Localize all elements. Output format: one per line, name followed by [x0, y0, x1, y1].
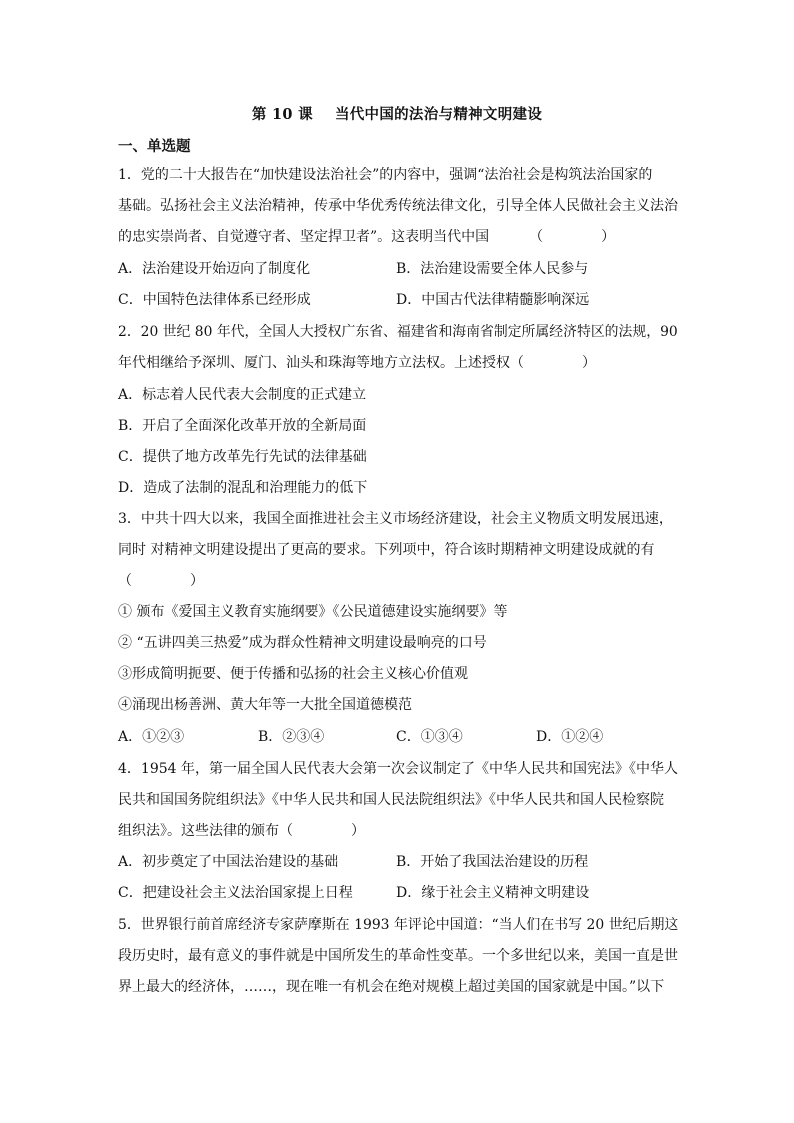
- q5-line-1: 5．世界银行前首席经济专家萨摩斯在 1993 年评论中国道：“当人们在书写 20 世纪后期这: [118, 917, 679, 933]
- q2-stem-end: 年代相继给予深圳、厦门、汕头和珠海等地方立法权。上述授权: [118, 355, 510, 371]
- q4-option-a[interactable]: A．初步奠定了中国法治建设的基础: [118, 854, 339, 870]
- q3-option-d[interactable]: D．①②④: [536, 729, 604, 745]
- q4-option-b[interactable]: B．开始了我国法治建设的历程: [396, 854, 589, 870]
- q1-stem-end: 的忠实崇尚者、自觉遵守者、坚定捍卫者”。这表明当代中国: [118, 229, 490, 245]
- q3-item-2: ② “五讲四美三热爱”成为群众性精神文明建设最响亮的口号: [118, 635, 487, 651]
- q2-answer-blank[interactable]: （ ）: [510, 355, 596, 371]
- q1-line-3: [118, 227, 678, 247]
- q2-line-2: [118, 353, 678, 373]
- q3-answer-blank[interactable]: （ ）: [118, 573, 204, 589]
- q1-line-1: 1．党的二十大报告在“加快建设法治社会”的内容中，强调“法治社会是构筑法治国家的: [118, 167, 653, 183]
- q3-option-c[interactable]: C．①③④: [396, 729, 463, 745]
- q4-answer-blank[interactable]: （ ）: [279, 823, 365, 839]
- q4-option-c[interactable]: C．把建设社会主义法治国家提上日程: [118, 885, 353, 901]
- q2-option-d[interactable]: D．造成了法制的混乱和治理能力的低下: [118, 480, 368, 496]
- q2-option-c[interactable]: C．提供了地方改革先行先试的法律基础: [118, 449, 367, 465]
- q3-line-1: 3．中共十四大以来，我国全面推进社会主义市场经济建设，社会主义物质文明发展迅速，: [118, 511, 673, 527]
- q1-option-b[interactable]: B．法治建设需要全体人民参与: [396, 261, 589, 277]
- q1-answer-blank[interactable]: （ ）: [529, 229, 616, 245]
- q3-option-a[interactable]: A．①②③: [118, 729, 185, 745]
- q2-line-1: 2．20 世纪 80 年代，全国人大授权广东省、福建省和海南省制定所属经济特区的法规，90: [118, 324, 678, 340]
- q4-line-2: 民共和国国务院组织法》《中华人民共和国人民法院组织法》《中华人民共和国人民检察院: [118, 792, 664, 808]
- page-title: [0, 103, 794, 124]
- q3-item-3: ③形成简明扼要、便于传播和弘扬的社会主义核心价值观: [118, 666, 468, 682]
- q5-line-2: 段历史时，最有意义的事件就是中国所发生的革命性变革。一个多世纪以来，美国一直是世: [118, 948, 678, 964]
- q2-option-b[interactable]: B．开启了全面深化改革开放的全新局面: [118, 418, 367, 434]
- q1-option-c[interactable]: C．中国特色法律体系已经形成: [118, 292, 311, 308]
- q4-stem-end: 组织法》。这些法律的颁布: [118, 823, 279, 839]
- lesson-number: 第 10 课: [251, 106, 313, 123]
- q4-line-3: [118, 821, 678, 841]
- lesson-name: 当代中国的法治与精神文明建设: [334, 106, 543, 123]
- section-heading: 一、单选题: [118, 138, 191, 155]
- q3-item-1: ① 颁布《爱国主义教育实施纲要》《公民道德建设实施纲要》等: [118, 604, 508, 620]
- q1-option-a[interactable]: A．法治建设开始迈向了制度化: [118, 261, 311, 277]
- q3-option-b[interactable]: B．②③④: [258, 729, 325, 745]
- q4-option-d[interactable]: D．缘于社会主义精神文明建设: [396, 885, 590, 901]
- q1-option-d[interactable]: D．中国古代法律精髓影响深远: [396, 292, 590, 308]
- q3-line-2: 同时 对精神文明建设提出了更高的要求。下列项中，符合该时期精神文明建设成就的有: [118, 542, 655, 558]
- q4-line-1: 4．1954 年，第一届全国人民代表大会第一次会议制定了《中华人民共和国宪法》《中华人: [118, 761, 678, 777]
- q1-line-2: 基础。弘扬社会主义法治精神，传承中华优秀传统法律文化，引导全体人民做社会主义法治: [118, 198, 678, 214]
- q5-line-3: 界上最大的经济体，……，现在唯一有机会在绝对规模上超过美国的国家就是中国。”以下: [118, 979, 665, 995]
- q2-option-a[interactable]: A．标志着人民代表大会制度的正式建立: [118, 387, 367, 403]
- q3-item-4: ④涌现出杨善洲、黄大年等一大批全国道德模范: [118, 697, 412, 713]
